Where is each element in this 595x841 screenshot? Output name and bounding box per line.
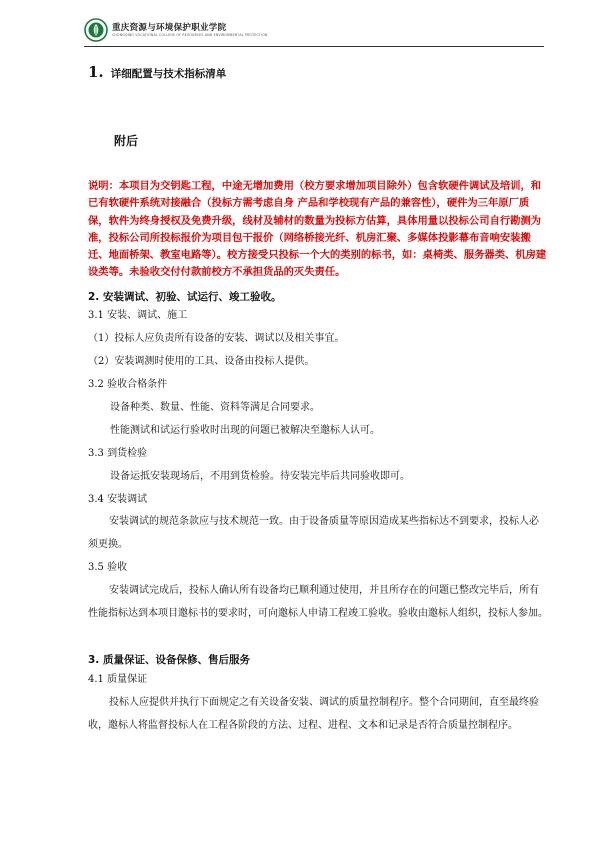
text-3-3: 设备运抵安装现场后，不用到货检验。待安装完毕后共同验收即可。 — [110, 471, 410, 482]
header-divider — [84, 46, 544, 47]
college-logo-icon — [84, 18, 108, 42]
subsection-3-2: 3.2 验收合格条件 — [88, 379, 168, 390]
subsection-3-5: 3.5 验收 — [88, 562, 128, 573]
org-name: 重庆资源与环境保护职业学院 — [112, 23, 227, 33]
item-3-2-1: 设备种类、数量、性能、资料等满足合同要求。 — [110, 402, 320, 413]
org-subtitle: CHONGQING VOCATIONAL COLLEGE OF RESOURCES AND ENVIRONMENTAL PROTECTION — [112, 33, 268, 37]
subsection-4-1: 4.1 质量保证 — [88, 674, 148, 685]
section-1-title: 详细配置与技术指标清单 — [110, 68, 227, 80]
red-note: 说明：本项目为交钥匙工程，中途无增加费用（校方要求增加项目除外）包含软硬件调试及培训，和已有软硬件系统对接融合（投标方需考虑自身 产品和学校现有产品的兼容性），硬件为三年原厂质保，软件为终身授权及免费升级，线材及辅材的数量为投标方估算，具体用量以投标公司自行勘测为准，投标公司所投标报价为项目包干报价（网络桥接光纤、机房汇聚、多媒体投影幕布音响安装搬迁、地面桥架、教室电路等）。校方接受只投标一个大的类别的标书，如：桌椅类、服务器类、机房建设类等。未验收交付付款前校方不承担货品的灭失责任。 — [88, 180, 547, 279]
item-3-1-2: （2）安装调测时使用的工具、设备由投标人提供。 — [88, 356, 315, 367]
item-3-1-1: （1）投标人应负责所有设备的安装、调试以及相关事宜。 — [88, 333, 345, 344]
subsection-3-3: 3.3 到货检验 — [88, 448, 148, 459]
subsection-3-4: 3.4 安装调试 — [88, 494, 148, 505]
text-3-4: 安装调试的规范条款应与技术规范一致。由于设备质量等原因造成某些指标达不到要求，投标人必须更换。 — [88, 516, 539, 550]
page-header — [84, 18, 544, 46]
section-1-number: 1. — [88, 63, 104, 81]
appendix-label: 附后 — [114, 134, 139, 148]
text-4-1: 投标人应提供并执行下面规定之有关设备安装、调试的质量控制程序。整个合同期间，直至最终验收，邀标人将监督投标人在工程各阶段的方法、过程、进程、文本和记录是否符合质量控制程序。 — [88, 697, 539, 731]
text-3-5: 安装调试完成后，投标人确认所有设备均已顺利通过使用，并且所存在的问题已整改完毕后，所有性能指标达到本项目邀标书的要求时，可向邀标人申请工程竣工验收。验收由邀标人组织，投标人参加。 — [88, 585, 548, 619]
section-1-heading — [88, 62, 226, 81]
subsection-3-1: 3.1 安装、调试、施工 — [88, 310, 188, 321]
section-2-title: 2. 安装调试、初验、试运行、竣工验收。 — [88, 291, 282, 303]
item-3-2-2: 性能测试和试运行验收时出现的问题已被解决至邀标人认可。 — [110, 425, 380, 436]
section-3-title: 3. 质量保证、设备保修、售后服务 — [88, 654, 250, 666]
